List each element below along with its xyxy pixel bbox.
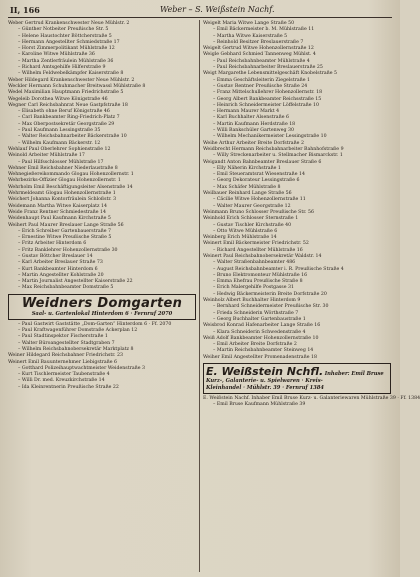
directory-entry: – Günther Notbeiter Preußische Str. 5 bbox=[18, 27, 109, 33]
directory-entry: – Martha Witwe Kaiserstraße 5 bbox=[213, 33, 288, 39]
directory-entry: – Helene Haustochter Böttcherstraße 5 bbox=[18, 33, 112, 39]
directory-entry: – Kurt Bankbeamter Hinterdom 6 bbox=[18, 266, 98, 272]
directory-entry: – Klara Schneiderin Schwedenstraße 4 bbox=[213, 329, 306, 335]
page-number: II, 166 bbox=[10, 5, 40, 15]
directory-entry: – Walter Reichsbahnarbeiter Bäckerstraße 10 bbox=[18, 134, 127, 140]
directory-entry: – Horst Zimmerpolitikant Mühlstraße 12 bbox=[18, 46, 115, 52]
directory-entry: – Martin Reichsbahnbeamter Steinweg 14 bbox=[213, 348, 314, 354]
directory-entry: Weisbrod Konrad Hafenarbeiter Lange Straße 16 bbox=[203, 323, 321, 329]
directory-entry: – Max Oberpostsekretär Georgstraße 29 bbox=[18, 121, 115, 127]
ad-title: E. Weißstein Nchfl. bbox=[206, 365, 324, 379]
directory-entry: – Emil Arbeiter Breite Dorfstraße 2 bbox=[213, 342, 297, 348]
directory-entry: Weinmann Bruno Schlosser Preußische Str. 56 bbox=[203, 209, 314, 215]
directory-entry: Weiner Hildegard Reichsbahner Friedrichstr. 23 bbox=[8, 353, 123, 359]
directory-entry: Wehlauf Paul Oberlehrer Sophienstraße 12 bbox=[8, 146, 111, 152]
directory-entry: Weigelt Gertrud Witwe Hohenzollernstraße 12 bbox=[203, 46, 314, 52]
directory-entry: – Georg Albert Bankbeamter Reichsstraße 15 bbox=[213, 96, 322, 102]
running-title: Weber – S. Weißstein Nachf. bbox=[160, 5, 275, 14]
directory-entry: – Wilhelm Kaufmann Bäckerstr. 12 bbox=[18, 140, 101, 146]
directory-entry: – Emma Geschäftsleiterin Ziegelstraße 1 bbox=[213, 77, 311, 83]
directory-entry: Wedel Maximilian Hauptmann Friedrichstraße 5 bbox=[8, 90, 124, 96]
directory-entry: – Elly Näherin Kirchstraße 1 bbox=[213, 165, 281, 171]
directory-entry: – Georg Buchhalter Gartenbaustraße 1 bbox=[213, 316, 306, 322]
directory-entry: – Paul Kaufmann Lessingstraße 35 bbox=[18, 128, 101, 134]
directory-entry: – Paul Reichsbahnbeamter Mühlstraße 4 bbox=[213, 58, 310, 64]
directory-entry: – Emil Bruse Kaufmann Mühlstraße 39 bbox=[213, 401, 306, 407]
directory-entry: – Fritz Banklehrer Hohenzollernstraße 30 bbox=[18, 247, 118, 253]
directory-entry: – Cäcilie Witwe Hohenzollernstraße 11 bbox=[213, 197, 306, 203]
directory-entry: – Gustav Böttcher Breslauer 14 bbox=[18, 253, 93, 259]
directory-entry: – Paul Kraftwagenführer Domstraße Ackerplan 12 bbox=[18, 328, 138, 334]
directory-entry: – Hermann Angestellter Schmiedstraße 17 bbox=[18, 39, 120, 45]
directory-entry: – Ida Kleinrentnerin Preußische Straße 22 bbox=[18, 384, 119, 390]
directory-entry: – Willi Dr. med. Kreuzkirchstraße 14 bbox=[18, 378, 105, 384]
directory-entry: – Elisabeth ohne Beruf Königstraße 46 bbox=[18, 109, 110, 115]
directory-entry: – Reinhold Besitzer Breslauerstraße 7 bbox=[213, 39, 304, 45]
directory-entry: Weide Franz Rentner Schmiedestraße 14 bbox=[8, 209, 107, 215]
directory-entry: – Emma Ehefrau Preußische Straße 8 bbox=[213, 279, 303, 285]
directory-entry: Weigle Gebhard Schmied Tannenweg Mühlst. 4 bbox=[203, 52, 316, 58]
directory-entry: – Otto Witwe Mühlstraße 6 bbox=[213, 228, 278, 234]
directory-entry: – Karl Arbeiter Breslauer Straße 73 bbox=[18, 260, 103, 266]
directory-entry: – Gustav Tischler Kirchstraße 40 bbox=[213, 222, 292, 228]
directory-entry: – Paul Stadtinspektor Fischerstraße 1 bbox=[18, 334, 108, 340]
directory-entry: Weichert Johanna Kontorfräulein Schloßstr. 3 bbox=[8, 197, 117, 203]
header-rule bbox=[8, 17, 392, 18]
directory-entry: Weigandt Anton Bahnbeamter Breslauer Straße 6 bbox=[203, 159, 322, 165]
directory-entry: Weber Gertrud Krankenschwester Neue Mühlstr. 2 bbox=[8, 21, 130, 26]
directory-entry: Weilbauer Reinhard Lange Straße 56 bbox=[203, 191, 292, 197]
left-entries-top bbox=[8, 21, 196, 292]
directory-entry: Weber Hildegard Krankenschwester Neue Mühlstr. 2 bbox=[8, 77, 135, 83]
directory-entry: E. Weißstein Nachf. Inhaber Emil Bruse Kurz- u. Galanteriewaren Mühlstraße 39 · Ff. 1384 bbox=[203, 395, 420, 401]
directory-entry: Weihe Arthur Arbeiter Breite Dorfstraße 2 bbox=[203, 140, 304, 146]
directory-entry: – Willy Streckenarbeiter u. Stellmacher Bismarckstr. 1 bbox=[213, 153, 343, 159]
right-entries-bottom bbox=[203, 395, 420, 409]
directory-entry: Wehner Emil Reichsbahner Niederlaustraße 8 bbox=[8, 165, 118, 171]
directory-entry: – Georg Dekorateur Lessingstraße 6 bbox=[213, 178, 300, 184]
directory-entry: Weinberg Erich Mühlstraße 14 bbox=[203, 235, 277, 241]
directory-entry: – Karl Buchhalter Alsenstraße 6 bbox=[213, 115, 289, 121]
directory-entry: – Richard Angestellter Mühlstraße 16 bbox=[213, 247, 303, 253]
directory-entry: – Martin Kaufmann Herdstraße 18 bbox=[213, 121, 296, 127]
left-column bbox=[8, 21, 196, 391]
directory-entry: – Frieda Schneiderin Wörthstraße 7 bbox=[213, 310, 299, 316]
directory-entry: – Max Schäfer Mühlstraße 8 bbox=[213, 184, 281, 190]
right-entries-top bbox=[203, 21, 391, 361]
column-divider bbox=[199, 20, 200, 572]
directory-entry: – Wilhelm Feldwebelkämpfer Kaiserstraße 8 bbox=[18, 71, 124, 77]
ad-line-1: Kurz-, Galanterie- u. Spielwaren · Kreis- bbox=[206, 378, 323, 385]
directory-entry: Wegeleib Dorothea Witwe Königstraße 46 bbox=[8, 96, 108, 102]
directory-entry: Wehrmeldeamt Glogau Hohenzollernstraße 1 bbox=[8, 191, 116, 197]
directory-entry: – Hedwig Bäckermeisterin Breite Dorfstraße 20 bbox=[213, 291, 327, 297]
directory-entry: Weihert Paul Maurer Breslauer Lange Straße 56 bbox=[8, 222, 124, 228]
directory-entry: – Walter Maurer Georgstraße 12 bbox=[213, 203, 291, 209]
directory-entry: Weidbrecht Hermann Reichsbahnarbeiter Bahnhofstraße 9 bbox=[203, 146, 344, 152]
directory-entry: – Walter Straßenbahnbeamter 486 bbox=[213, 260, 296, 266]
directory-entry: – Richard Amtsgehilfe Hilferstraße 9 bbox=[18, 65, 106, 71]
directory-entry: – Wilhelm Reichsbahnobersekretär Marktplatz 8 bbox=[18, 346, 134, 352]
directory-entry: – Walter Büroangestellter Stadtgraben 7 bbox=[18, 340, 115, 346]
directory-entry: – Kurt Tischlermeister Taubenstraße 4 bbox=[18, 372, 110, 378]
directory-entry: Weinert Emil Bauunternehmer Liebigstraße 6 bbox=[8, 359, 118, 365]
directory-entry: – Erich Schreiber Gartenbauerstraße 7 bbox=[18, 228, 111, 234]
directory-entry: Wehrbezirks-Offizier Glogau Hohenzollernstr. 1 bbox=[8, 178, 121, 184]
directory-entry: – Martin Angestellter Kohlstraße 20 bbox=[18, 272, 104, 278]
directory-entry: Weigt Margarethe Lebensmittelgeschäft Knobelstraße 5 bbox=[203, 71, 338, 77]
directory-entry: – Hermann Maurer Markt 4 bbox=[213, 109, 280, 115]
directory-entry: – Emil Bäckermeister b. M. Mühlstraße 11 bbox=[213, 27, 315, 33]
directory-entry: Weiß Adolf Bankbeamter Hohenzollernstraße 10 bbox=[203, 335, 319, 341]
directory-entry: – Paul Gastwirt Gaststätte „Dom-Garten“ Hinterdom 6 · Ff. 2070 bbox=[18, 321, 172, 327]
left-entries-bottom bbox=[8, 322, 196, 391]
directory-entry: – Martin Journalist Angestellter Kaiserstraße 22 bbox=[18, 279, 133, 285]
directory-entry: – Heinrich Schneidermeister Löffelstraße 10 bbox=[213, 102, 319, 108]
directory-entry: – Fritz Arbeiter Hinterdom 6 bbox=[18, 241, 87, 247]
directory-entry: – Wilhelm Mechanikermeister Lessingstraße 10 bbox=[213, 134, 327, 140]
directory-entry: Weinold Arbeiter Mühlstraße 17 bbox=[8, 153, 85, 159]
directory-entry: – Franz Mittelschullehrer Hohenzollernstr. 18 bbox=[213, 90, 323, 96]
directory-entry: Weinholz Albert Buchhalter Hinterdom 9 bbox=[203, 298, 301, 304]
directory-entry: – Gotthard Polizeihauptwachtmeister Weidenstraße 3 bbox=[18, 365, 146, 371]
ad-owner: Inhaber: Emil Bruse bbox=[324, 371, 384, 378]
directory-entry: – Martha Zentlerfräulein Mühlstraße 36 bbox=[18, 58, 114, 64]
directory-entry: Weinert Emil Bäckermeister Friedrichstr. 52 bbox=[203, 241, 309, 247]
right-column bbox=[203, 21, 420, 408]
directory-entry: Wehrholm Emil Beschäftigungsleiter Alsenstraße 14 bbox=[8, 184, 133, 190]
directory-entry: Weiher Emil Angestellter Promenadenstraße 18 bbox=[203, 354, 317, 360]
directory-entry: – Carl Bankbeamter Ring-Friedrich-Platz 7 bbox=[18, 115, 120, 121]
directory-entry: Wegner Carl Reichsbahnrat Neue Gastpfstraße 18 bbox=[8, 102, 128, 108]
directory-entry: – Emil Steueramtsrat Wiesenstraße 14 bbox=[213, 172, 305, 178]
advertisement-weissstein bbox=[203, 363, 391, 393]
ad-title: Weidners Domgarten bbox=[21, 295, 183, 311]
directory-entry: – Paul Hilfsschlosser Mühlstraße 17 bbox=[18, 159, 104, 165]
directory-entry: Weinhold Erich Schlosser Sternstraße 1 bbox=[203, 216, 299, 222]
directory-entry: – Paul Reichsbahnarbeiter Breslauerstraße 25 bbox=[213, 65, 323, 71]
page-header bbox=[10, 4, 390, 16]
directory-entry: Weinert Paul Reichsbahnobersekretär Waldstr. 14 bbox=[203, 253, 322, 259]
directory-entry: Weidenhaupt Paul Kaufmann Kirchstraße 5 bbox=[8, 216, 111, 222]
advertisement-domgarten bbox=[8, 294, 196, 320]
directory-entry: – Bruno Elektromonteur Mühlstraße 16 bbox=[213, 272, 308, 278]
directory-entry: – Willi Bankschüler Gartenweg 30 bbox=[213, 128, 294, 134]
directory-entry: – Erich Malergehilfe Postgasse 31 bbox=[213, 285, 294, 291]
directory-entry: Wehnegießereikommando Glogau Hohenzollernstr. 1 bbox=[8, 172, 134, 178]
ad-subtitle: Saal- u. Gartenlokal Hinterdom 6 · Fernruf 2070 bbox=[31, 310, 173, 317]
directory-entry: – August Reichsbahnbeamter i. R. Preußische Straße 4 bbox=[213, 266, 344, 272]
directory-entry: Weidemann Martha Witwe Kaiserplatz 14 bbox=[8, 203, 107, 209]
directory-entry: Weckler Hermann Schuhmacher Breitwassl Mühlstraße 8 bbox=[8, 83, 146, 89]
directory-entry: – Bernhard Schneidermeister Preußische Str. 30 bbox=[213, 304, 329, 310]
directory-entry: – Karoline Witwe Mühlstraße 36 bbox=[18, 52, 95, 58]
ad-line-2: Kleinhandel · Mühlstr. 39 · Fernruf 1384 bbox=[206, 384, 325, 391]
directory-entry: – Ernestine Witwe Preußische Straße 5 bbox=[18, 235, 112, 241]
directory-entry: Weigelt Maria Witwe Lange Straße 50 bbox=[203, 21, 295, 26]
directory-entry: – Gustav Rentner Preußische Straße 24 bbox=[213, 83, 308, 89]
directory-entry: – Max Reichsbahnbeamter Domstraße 5 bbox=[18, 285, 114, 291]
